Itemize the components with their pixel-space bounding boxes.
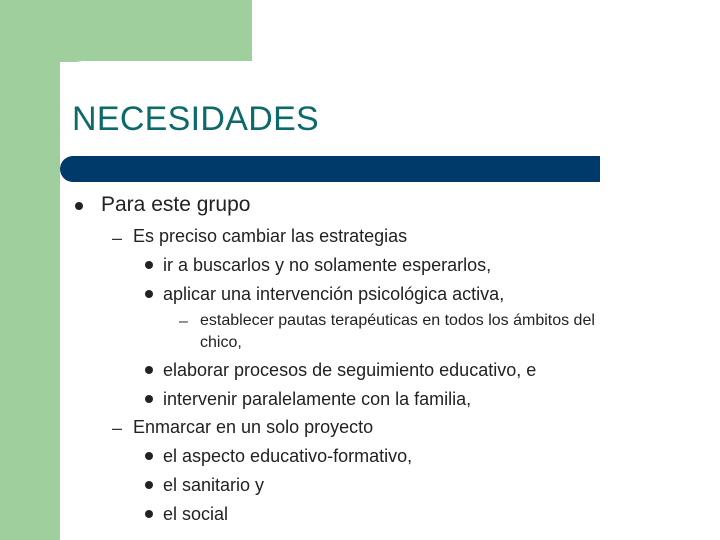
slide-title: NECESIDADES [72, 100, 320, 138]
item-familia: intervenir paralelamente con la familia, [163, 389, 472, 409]
bullet-icon [145, 452, 153, 460]
sub-item-proyecto: Enmarcar en un solo proyecto [133, 417, 374, 437]
nested-pautas-line2: chico, [200, 334, 242, 351]
dash-icon: – [179, 313, 188, 330]
item-educativo: el aspecto educativo-formativo, [163, 446, 413, 466]
bullet-icon [145, 290, 153, 298]
nested-pautas-line1: establecer pautas terapéuticas en todos los ámbitos del [200, 312, 595, 329]
bullet-icon [145, 510, 153, 518]
bullet-icon [145, 366, 153, 374]
item-social: el social [163, 504, 229, 524]
bullet-para-este-grupo: Para este grupo [101, 193, 251, 216]
bullet-icon [75, 202, 83, 210]
green-top-block [0, 0, 252, 62]
item-intervencion: aplicar una intervención psicológica activa, [163, 284, 505, 304]
dash-icon: – [112, 228, 123, 248]
item-seguimiento: elaborar procesos de seguimiento educativo, e [163, 360, 537, 380]
sub-item-estrategias: Es preciso cambiar las estrategias [133, 226, 408, 246]
bullet-icon [145, 481, 153, 489]
bullet-icon [145, 395, 153, 403]
item-sanitario: el sanitario y [163, 475, 265, 495]
bullet-icon [145, 261, 153, 269]
dash-icon: – [112, 418, 123, 438]
title-underline-bar [60, 156, 600, 182]
green-side-band [0, 0, 60, 540]
item-buscarlos: ir a buscarlos y no solamente esperarlos, [163, 255, 492, 275]
